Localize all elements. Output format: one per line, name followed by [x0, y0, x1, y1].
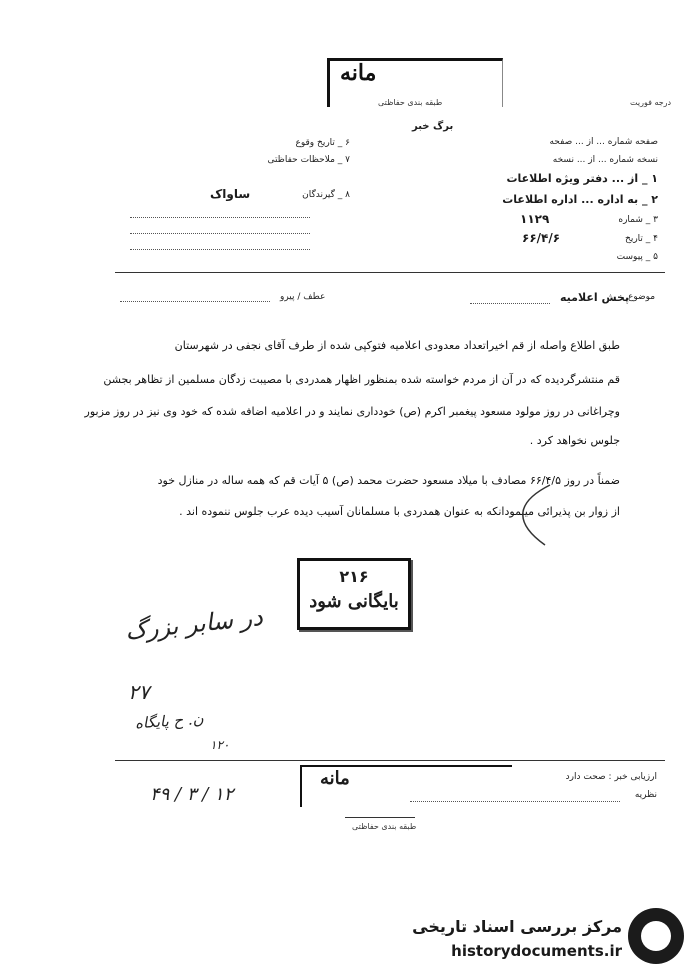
dotted-line	[130, 248, 310, 250]
body-line-4: جلوس نخواهد کرد .	[529, 434, 620, 447]
number-label: ۳ _ شماره	[618, 215, 658, 225]
event-date-field: ۶ _ تاریخ وقوع	[295, 138, 350, 148]
recipients-value: ساواک	[210, 187, 251, 201]
date-label: ۴ _ تاریخ	[625, 234, 658, 244]
form-title: برگ خبر	[412, 121, 454, 132]
body-line-6: از زوار بن پذیرائی مینمودانکه به عنوان همدردی با مسلمانان آسیب دیده عرب جلوس ننموده اند .	[179, 505, 620, 518]
bottom-stamp-word: مانه	[320, 768, 350, 789]
to-field: ۲ _ به اداره ... اداره اطلاعات	[502, 193, 658, 206]
relations-label: عطف / پیرو	[280, 292, 326, 302]
bottom-divider	[115, 760, 665, 761]
dotted-line	[130, 232, 310, 234]
archive-stamp	[297, 558, 411, 630]
handwritten-note-1: در سابر بزرگ	[123, 602, 264, 646]
handwritten-note-3: ن. ح پایگاه	[134, 709, 205, 733]
footer-website: historydocuments.ir	[451, 942, 622, 960]
subject-label: موضوع	[628, 292, 656, 302]
dotted-line	[130, 216, 310, 218]
evaluation-field: ارزیابی خبر : صحت دارد	[565, 772, 657, 782]
body-line-3: وچراغانی در روز مولود مسعود پیغمبر اکرم (ص) خودداری نمایند و در اعلامیه اضافه شده که خود وی نیز در روز مزبور	[84, 405, 620, 418]
recipients-label: ۸ _ گیرندگان	[302, 190, 350, 200]
subject-value: پخش اعلامیه	[560, 291, 630, 304]
handwritten-note-5: ۴۹ / ۳ / ۱۲	[150, 784, 234, 805]
body-line-1: طبق اطلاع واصله از قم اخیراتعداد معدودی اعلامیه فتوکپی شده از طرف آقای نجفی در شهرستان	[174, 339, 620, 352]
archive-stamp-text: بایگانی شود	[309, 591, 399, 612]
security-notes-field: ۷ _ ملاحظات حفاظتی	[267, 155, 350, 165]
from-field: ۱ _ از ... دفتر ویژه اطلاعات	[506, 172, 658, 185]
classification-stamp-word: مانه	[340, 60, 377, 86]
attachment-field: ۵ _ پیوست	[616, 252, 658, 262]
footer-center-name: مرکز بررسی اسناد تاریخی	[412, 917, 622, 936]
archive-stamp-number: ۲۱۶	[339, 567, 369, 586]
handwritten-note-2: ۲۷	[128, 680, 150, 704]
dotted-line	[120, 300, 270, 302]
urgency-label: درجه فوریت	[630, 98, 672, 107]
stamp-underline	[345, 817, 415, 818]
remark-label: نظریه	[634, 790, 657, 800]
handwritten-note-4: ۱۲۰	[210, 738, 230, 752]
page-number-field: صفحه شماره ... از ... صفحه	[549, 137, 658, 147]
dotted-line	[470, 302, 550, 304]
copy-number-field: نسخه شماره ... از ... نسخه	[552, 155, 658, 165]
body-line-5: ضمناً در روز ۶۶/۴/۵ مصادف با میلاد مسعود حضرت محمد (ص) ۵ آیات قم که همه ساله در منازل خود	[157, 474, 620, 487]
body-line-2: قم منتشرگردیده که در آن از مردم خواسته شده بمنظور اظهار همدردی با مصیبت زدگان مسلمین از تظاهر بجشن	[103, 373, 620, 386]
handwritten-curve-mark	[500, 480, 560, 550]
bottom-classification-label: طبقه بندی حفاظتی	[352, 822, 417, 831]
date-value: ۶۶/۴/۶	[522, 231, 561, 245]
header-divider	[115, 272, 665, 273]
center-logo-icon	[628, 908, 684, 964]
classification-label: طبقه بندی حفاظتی	[378, 98, 443, 107]
number-value: ۱۱۲۹	[520, 212, 550, 226]
